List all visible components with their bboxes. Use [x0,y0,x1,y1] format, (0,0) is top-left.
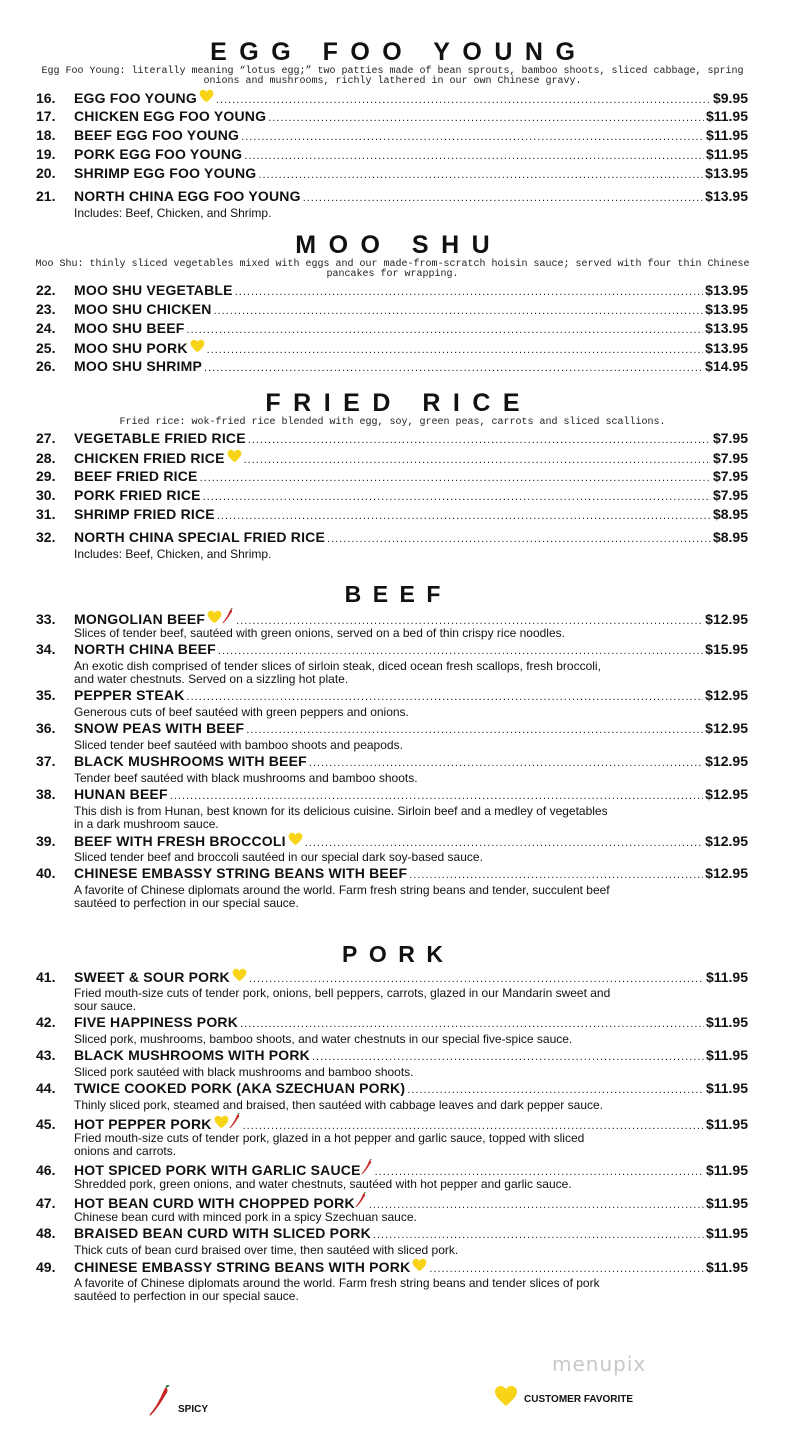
item-price: $8.95 [712,529,748,545]
dot-leader [246,724,703,736]
dot-leader [327,533,711,545]
menu-item-line [36,468,748,487]
section-title: BEEF [344,581,452,607]
menu-item [36,449,748,468]
item-description: Sliced tender beef sautéed with bamboo shoots and peapods. [74,738,403,752]
menu-item [36,529,748,561]
item-description: Shredded pork, green onions, and water chestnuts, sautéed with hot pepper and garlic sauce. [74,1177,572,1191]
menu-item [36,301,748,320]
item-name: FIVE HAPPINESS PORK [74,1014,239,1030]
item-price: $12.95 [705,611,748,627]
menu-item [36,687,748,719]
item-name: PORK EGG FOO YOUNG [74,146,243,162]
menu-item-line [36,832,748,851]
dot-leader [303,192,703,204]
menu-item-line [36,188,748,207]
menu-item-line [36,720,748,739]
item-name: EGG FOO YOUNG [74,90,197,106]
dot-leader [429,1263,704,1275]
item-price: $7.95 [712,430,748,446]
item-number: 48. [36,1225,56,1241]
heart-icon [214,1115,229,1129]
menu-item [36,786,748,831]
item-number: 27. [36,430,56,446]
item-name: CHINESE EMBASSY STRING BEANS WITH PORK [74,1259,411,1275]
item-name: PEPPER STEAK [74,687,185,703]
menu-item-line [36,1080,748,1099]
item-price: $13.95 [705,188,748,204]
item-list [0,89,785,220]
item-number: 32. [36,529,56,545]
item-price: $12.95 [705,720,748,736]
item-list [0,968,785,1303]
item-name: CHICKEN FRIED RICE [74,450,225,466]
item-name: HOT SPICED PORK WITH GARLIC SAUCE [74,1162,361,1178]
menu-item [36,1113,748,1158]
section-description: Egg Foo Young: literally meaning “lotus egg;” two patties made of bean sprouts, bamboo shoots, sliced cabbage, spring onions and mushrooms, richly lathered in our own Chinese gravy. [41,66,744,87]
menu-item [36,1047,748,1079]
item-number: 45. [36,1116,56,1132]
item-price: $11.95 [705,1162,748,1178]
menu-item-line [36,1113,748,1132]
item-price: $13.95 [705,165,748,181]
menu-item-line [36,339,748,358]
item-name: MOO SHU PORK [74,340,188,356]
item-name: MOO SHU SHRIMP [74,358,203,374]
item-price: $7.95 [712,450,748,466]
section-moo-shu [0,233,785,377]
item-name: BEEF WITH FRESH BROCCOLI [74,833,286,849]
menu-item-line [36,449,748,468]
section-pork [0,943,785,1303]
menu-item [36,89,748,108]
item-number: 30. [36,487,56,503]
dot-leader [309,757,703,769]
item-number: 35. [36,687,56,703]
item-name: SNOW PEAS WITH BEEF [74,720,245,736]
section-title: PORK [342,941,455,967]
heart-icon [227,449,242,463]
menu-item-line [36,301,748,320]
item-description: Fried mouth-size cuts of tender pork, glazed in a hot pepper and garlic sauce, topped with sliced onions and carrots. [74,1131,585,1158]
item-number: 49. [36,1259,56,1275]
item-number: 28. [36,450,56,466]
menu-item [36,608,748,640]
menu-item [36,1159,748,1191]
menu-item-line [36,1192,748,1211]
menu-item [36,188,748,220]
item-number: 26. [36,358,56,374]
menu-item [36,1225,748,1257]
dot-leader [200,472,711,484]
item-name: NORTH CHINA BEEF [74,641,216,657]
dot-leader [249,973,704,985]
menu-item-line [36,146,748,165]
dot-leader [207,344,704,356]
menu-item-line [36,529,748,548]
dot-leader [241,131,704,143]
menu-item-line [36,487,748,506]
chili-pepper-icon [361,1159,373,1175]
section-title: MOO SHU [295,231,503,259]
item-price: $11.95 [705,969,748,985]
item-price: $12.95 [705,833,748,849]
menu-item-line [36,89,748,108]
item-number: 17. [36,108,56,124]
dot-leader [170,790,703,802]
item-number: 39. [36,833,56,849]
menu-item-line [36,1159,748,1178]
menu-item-line [36,430,748,449]
item-price: $13.95 [705,340,748,356]
item-number: 38. [36,786,56,802]
menu-item [36,320,748,339]
dot-leader [244,454,711,466]
menu-item [36,358,748,377]
item-name: SHRIMP FRIED RICE [74,506,215,522]
dot-leader [312,1051,704,1063]
item-description: An exotic dish comprised of tender slices of sirloin steak, diced ocean fresh scallops, fresh broccoli, and water chestnuts. Served on a sizzling hot plate. [74,659,601,686]
item-description: A favorite of Chinese diplomats around the world. Farm fresh string beans and tender, succulent beef sautéed to perfection in our special sauce. [74,883,610,910]
item-price: $9.95 [712,90,748,106]
item-description: Tender beef sautéed with black mushrooms and bamboo shoots. [74,771,418,785]
section-beef [0,583,785,910]
item-name: MONGOLIAN BEEF [74,611,206,627]
dot-leader [218,645,703,657]
heart-icon [288,832,303,846]
item-name: SHRIMP EGG FOO YOUNG [74,165,257,181]
legend-favorite-label: CUSTOMER FAVORITE [524,1394,634,1405]
menu-item [36,968,748,1013]
menu-item-line [36,786,748,805]
item-name: MOO SHU BEEF [74,320,185,336]
chili-pepper-icon [222,608,234,624]
item-name: HOT PEPPER PORK [74,1116,212,1132]
legend-spicy-label: SPICY [178,1404,209,1415]
menu-item-line [36,165,748,184]
heart-icon [412,1258,427,1272]
item-name: MOO SHU CHICKEN [74,301,212,317]
menu-item [36,468,748,487]
item-number: 29. [36,468,56,484]
dot-leader [217,510,711,522]
item-number: 41. [36,969,56,985]
item-number: 21. [36,188,56,204]
item-name: HUNAN BEEF [74,786,168,802]
item-number: 40. [36,865,56,881]
dot-leader [204,362,703,374]
item-price: $12.95 [705,753,748,769]
item-number: 37. [36,753,56,769]
item-price: $11.95 [705,108,748,124]
item-name: BEEF EGG FOO YOUNG [74,127,240,143]
dot-leader [216,94,711,106]
item-name: HOT BEAN CURD WITH CHOPPED PORK [74,1195,355,1211]
menu-item [36,146,748,165]
item-price: $11.95 [705,1047,748,1063]
item-number: 36. [36,720,56,736]
item-name: CHICKEN EGG FOO YOUNG [74,108,267,124]
item-number: 16. [36,90,56,106]
dot-leader [248,434,711,446]
item-price: $11.95 [705,127,748,143]
item-name: BRAISED BEAN CURD WITH SLICED PORK [74,1225,371,1241]
item-description: Sliced pork sautéed with black mushrooms and bamboo shoots. [74,1065,414,1079]
item-number: 31. [36,506,56,522]
menu-item [36,832,748,864]
section-egg-foo-young [0,40,785,220]
dot-leader [203,491,711,503]
item-number: 34. [36,641,56,657]
heart-icon [232,968,247,982]
dot-leader [373,1229,704,1241]
menu-item [36,108,748,127]
menu-item-line [36,1014,748,1033]
item-number: 22. [36,282,56,298]
item-description: A favorite of Chinese diplomats around the world. Farm fresh string beans and tender slices of pork sautéed to perfection in our special sauce. [74,1276,600,1303]
menu-item [36,1080,748,1112]
menu-item [36,753,748,785]
chili-pepper-icon [229,1113,241,1129]
item-price: $11.95 [705,146,748,162]
section-title: EGG FOO YOUNG [210,38,588,66]
item-price: $11.95 [705,1080,748,1096]
item-name: BLACK MUSHROOMS WITH PORK [74,1047,310,1063]
watermark: menupix [552,1352,647,1376]
item-name: NORTH CHINA SPECIAL FRIED RICE [74,529,326,545]
item-price: $12.95 [705,865,748,881]
legend-spicy [148,1385,208,1417]
dot-leader [187,691,704,703]
item-name: MOO SHU VEGETABLE [74,282,233,298]
item-number: 44. [36,1080,56,1096]
item-list [0,430,785,561]
heart-icon [494,1385,518,1407]
item-number: 19. [36,146,56,162]
item-name: TWICE COOKED PORK (AKA SZECHUAN PORK) [74,1080,406,1096]
menu-item [36,1192,748,1224]
item-number: 18. [36,127,56,143]
dot-leader [187,324,704,336]
menu-item [36,127,748,146]
item-list [0,608,785,910]
item-price: $7.95 [712,487,748,503]
item-description: Includes: Beef, Chicken, and Shrimp. [74,547,272,561]
item-number: 46. [36,1162,56,1178]
item-price: $7.95 [712,468,748,484]
section-title: FRIED RICE [265,389,533,417]
item-name: VEGETABLE FRIED RICE [74,430,246,446]
item-list [0,282,785,377]
item-number: 25. [36,340,56,356]
item-price: $11.95 [705,1259,748,1275]
menu-item [36,165,748,184]
item-number: 23. [36,301,56,317]
menu-item-line [36,127,748,146]
item-price: $13.95 [705,282,748,298]
menu-item-line [36,641,748,660]
menu-item [36,506,748,525]
item-description: Sliced pork, mushrooms, bamboo shoots, and water chestnuts in our special five-spice sauce. [74,1032,573,1046]
menu-item-line [36,108,748,127]
item-price: $11.95 [705,1116,748,1132]
item-price: $15.95 [705,641,748,657]
menu-item-line [36,1047,748,1066]
item-number: 43. [36,1047,56,1063]
dot-leader [409,869,703,881]
legend-favorite [494,1385,633,1407]
item-number: 42. [36,1014,56,1030]
item-price: $11.95 [705,1225,748,1241]
menu-item [36,1014,748,1046]
menu-item-line [36,358,748,377]
menu-item-line [36,1225,748,1244]
item-number: 20. [36,165,56,181]
item-price: $13.95 [705,320,748,336]
menu-item-line [36,865,748,884]
menu-item [36,865,748,910]
menu-item-line [36,608,748,627]
menu-item-line [36,506,748,525]
item-name: CHINESE EMBASSY STRING BEANS WITH BEEF [74,865,408,881]
item-number: 47. [36,1195,56,1211]
menu-item [36,339,748,358]
item-description: Slices of tender beef, sautéed with green onions, served on a bed of thin crispy rice noodles. [74,626,565,640]
menu-item [36,1258,748,1303]
dot-leader [369,1199,704,1211]
item-name: SWEET & SOUR PORK [74,969,230,985]
menu-item [36,282,748,301]
chili-pepper-icon [355,1192,367,1208]
menu-item-line [36,1258,748,1277]
item-price: $11.95 [705,1014,748,1030]
section-fried-rice [0,391,785,561]
menu-item-line [36,320,748,339]
item-description: Thinly sliced pork, steamed and braised, then sautéed with cabbage leaves and dark pepper sauce. [74,1098,603,1112]
menu-item-line [36,968,748,987]
dot-leader [258,169,703,181]
item-description: This dish is from Hunan, best known for its delicious cuisine. Sirloin beef and a medley of vegetables in a dark mushroom sauce. [74,804,608,831]
chili-pepper-icon [148,1385,172,1417]
dot-leader [240,1018,704,1030]
dot-leader [235,286,703,298]
item-price: $13.95 [705,301,748,317]
item-number: 33. [36,611,56,627]
menu-item-line [36,753,748,772]
item-price: $12.95 [705,786,748,802]
item-price: $11.95 [705,1195,748,1211]
item-description: Generous cuts of beef sautéed with green peppers and onions. [74,705,409,719]
item-description: Fried mouth-size cuts of tender pork, onions, bell peppers, carrots, glazed in our Mandarin sweet and sour sauce. [74,986,611,1013]
dot-leader [214,305,704,317]
item-name: NORTH CHINA EGG FOO YOUNG [74,188,301,204]
section-description: Fried rice: wok-fried rice blended with egg, soy, green peas, carrots and sliced scallions. [119,417,666,428]
item-price: $8.95 [712,506,748,522]
item-name: BEEF FRIED RICE [74,468,198,484]
section-description: Moo Shu: thinly sliced vegetables mixed with eggs and our made-from-scratch hoisin sauce; served with four thin Chinese pancakes for wrapping. [35,259,750,280]
item-price: $14.95 [705,358,748,374]
dot-leader [407,1084,704,1096]
menu-item [36,641,748,686]
menu-item-line [36,687,748,706]
menu-item [36,720,748,752]
item-description: Chinese bean curd with minced pork in a spicy Szechuan sauce. [74,1210,417,1224]
item-name: BLACK MUSHROOMS WITH BEEF [74,753,307,769]
dot-leader [305,837,703,849]
item-description: Sliced tender beef and broccoli sautéed in our special dark soy-based sauce. [74,850,483,864]
dot-leader [268,112,704,124]
menu-item [36,487,748,506]
item-description: Includes: Beef, Chicken, and Shrimp. [74,206,272,220]
item-description: Thick cuts of bean curd braised over time, then sautéed with sliced pork. [74,1243,459,1257]
heart-icon [190,339,205,353]
item-name: PORK FRIED RICE [74,487,201,503]
menu-item-line [36,282,748,301]
item-number: 24. [36,320,56,336]
item-price: $12.95 [705,687,748,703]
heart-icon [199,89,214,103]
menu-item [36,430,748,449]
heart-icon [207,610,222,624]
dot-leader [244,150,704,162]
